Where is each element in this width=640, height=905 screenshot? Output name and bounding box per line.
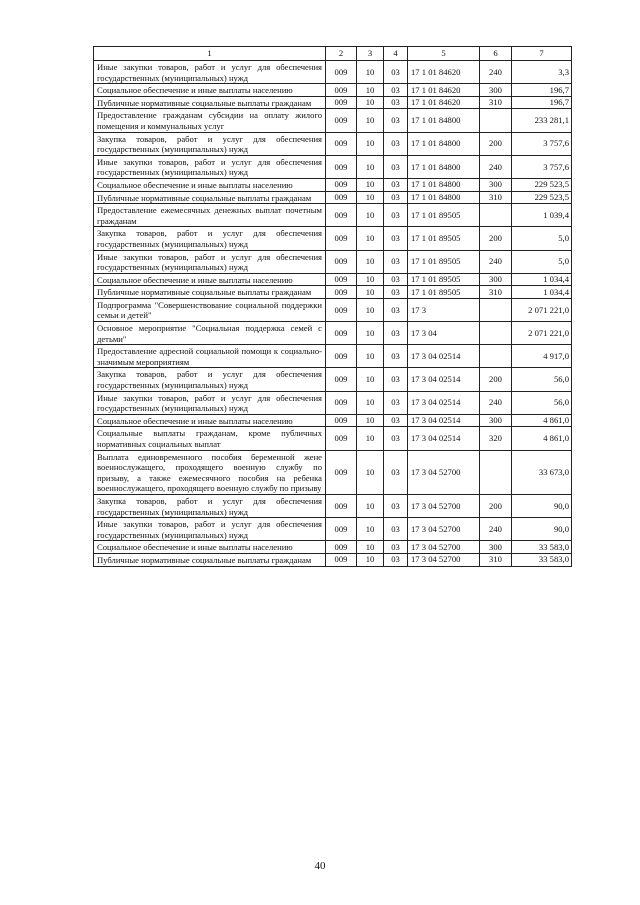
department-code-cell: 009 [326,96,357,109]
target-article-cell: 17 3 04 52700 [408,541,480,554]
subsection-code-cell: 03 [384,494,408,517]
expense-name-cell: Публичные нормативные социальные выплаты гражданам [94,96,326,109]
department-code-cell: 009 [326,368,357,391]
amount-cell: 33 583,0 [512,541,572,554]
subsection-code-cell: 03 [384,414,408,427]
expense-type-cell: 300 [480,414,512,427]
amount-cell: 56,0 [512,391,572,414]
target-article-cell: 17 1 01 84620 [408,84,480,97]
amount-cell: 33 673,0 [512,450,572,494]
subsection-code-cell: 03 [384,553,408,566]
section-code-cell: 10 [357,61,384,84]
subsection-code-cell: 03 [384,518,408,541]
header-row [94,47,572,61]
amount-cell: 196,7 [512,84,572,97]
table-row [94,541,572,554]
amount-cell: 3,3 [512,61,572,84]
department-code-cell: 009 [326,227,357,250]
header-cell: 2 [326,47,357,61]
header-cell: 5 [408,47,480,61]
amount-cell: 196,7 [512,96,572,109]
table-row [94,518,572,541]
section-code-cell: 10 [357,450,384,494]
table-row [94,494,572,517]
expense-type-cell: 310 [480,96,512,109]
section-code-cell: 10 [357,553,384,566]
department-code-cell: 009 [326,204,357,227]
target-article-cell: 17 3 04 52700 [408,450,480,494]
target-article-cell: 17 3 04 02514 [408,427,480,450]
budget-table [93,46,572,567]
expense-type-cell [480,450,512,494]
table-row [94,155,572,178]
target-article-cell: 17 3 04 52700 [408,494,480,517]
table-row [94,553,572,566]
expense-name-cell: Выплата единовременного пособия беременной жене военнослужащего, проходящего военную службу по призыву, а также ежемесячного пособия на ребенка военнослужащего, проходящего военную службу по призыву [94,450,326,494]
subsection-code-cell: 03 [384,84,408,97]
section-code-cell: 10 [357,96,384,109]
section-code-cell: 10 [357,322,384,345]
expense-name-cell: Закупка товаров, работ и услуг для обеспечения государственных (муниципальных) нужд [94,227,326,250]
expense-name-cell: Закупка товаров, работ и услуг для обеспечения государственных (муниципальных) нужд [94,368,326,391]
expense-name-cell: Социальное обеспечение и иные выплаты населению [94,273,326,286]
expense-name-cell: Иные закупки товаров, работ и услуг для обеспечения государственных (муниципальных) нужд [94,518,326,541]
target-article-cell: 17 3 04 [408,322,480,345]
expense-type-cell: 200 [480,132,512,155]
table-row [94,368,572,391]
amount-cell: 1 039,4 [512,204,572,227]
expense-type-cell: 310 [480,553,512,566]
department-code-cell: 009 [326,553,357,566]
section-code-cell: 10 [357,286,384,299]
target-article-cell: 17 1 01 84800 [408,109,480,132]
table-row [94,204,572,227]
amount-cell: 4 917,0 [512,345,572,368]
department-code-cell: 009 [326,494,357,517]
expense-name-cell: Предоставление гражданам субсидии на оплату жилого помещения и коммунальных услуг [94,109,326,132]
header-cell: 7 [512,47,572,61]
department-code-cell: 009 [326,345,357,368]
section-code-cell: 10 [357,518,384,541]
expense-name-cell: Иные закупки товаров, работ и услуг для обеспечения государственных (муниципальных) нужд [94,61,326,84]
expense-name-cell: Закупка товаров, работ и услуг для обеспечения государственных (муниципальных) нужд [94,494,326,517]
subsection-code-cell: 03 [384,96,408,109]
header-cell: 6 [480,47,512,61]
expense-name-cell: Социальные выплаты гражданам, кроме публичных нормативных социальных выплат [94,427,326,450]
expense-name-cell: Предоставление адресной социальной помощи к социально-значимым мероприятиям [94,345,326,368]
expense-name-cell: Социальное обеспечение и иные выплаты населению [94,414,326,427]
subsection-code-cell: 03 [384,273,408,286]
target-article-cell: 17 3 04 02514 [408,368,480,391]
table-row [94,178,572,191]
target-article-cell: 17 1 01 89505 [408,204,480,227]
amount-cell: 229 523,5 [512,178,572,191]
target-article-cell: 17 3 04 02514 [408,345,480,368]
expense-name-cell: Публичные нормативные социальные выплаты гражданам [94,191,326,204]
subsection-code-cell: 03 [384,132,408,155]
subsection-code-cell: 03 [384,541,408,554]
expense-type-cell: 300 [480,84,512,97]
target-article-cell: 17 1 01 84800 [408,132,480,155]
section-code-cell: 10 [357,541,384,554]
amount-cell: 2 071 221,0 [512,322,572,345]
expense-type-cell: 240 [480,518,512,541]
table-row [94,414,572,427]
expense-name-cell: Основное мероприятие "Социальная поддержка семей с детьми" [94,322,326,345]
subsection-code-cell: 03 [384,427,408,450]
department-code-cell: 009 [326,84,357,97]
target-article-cell: 17 1 01 89505 [408,250,480,273]
target-article-cell: 17 1 01 89505 [408,227,480,250]
target-article-cell: 17 3 04 02514 [408,391,480,414]
target-article-cell: 17 1 01 84620 [408,61,480,84]
section-code-cell: 10 [357,204,384,227]
expense-name-cell: Публичные нормативные социальные выплаты гражданам [94,286,326,299]
section-code-cell: 10 [357,155,384,178]
department-code-cell: 009 [326,155,357,178]
department-code-cell: 009 [326,298,357,321]
table-row [94,322,572,345]
expense-type-cell: 200 [480,227,512,250]
amount-cell: 33 583,0 [512,553,572,566]
table-row [94,273,572,286]
target-article-cell: 17 3 04 02514 [408,414,480,427]
subsection-code-cell: 03 [384,191,408,204]
expense-name-cell: Подпрограмма "Совершенствование социальной поддержки семьи и детей" [94,298,326,321]
expense-name-cell: Публичные нормативные социальные выплаты гражданам [94,553,326,566]
section-code-cell: 10 [357,227,384,250]
table-row [94,191,572,204]
target-article-cell: 17 1 01 84620 [408,96,480,109]
subsection-code-cell: 03 [384,61,408,84]
expense-name-cell: Предоставление ежемесячных денежных выплат почетным гражданам [94,204,326,227]
target-article-cell: 17 1 01 84800 [408,178,480,191]
amount-cell: 4 861,0 [512,427,572,450]
subsection-code-cell: 03 [384,322,408,345]
amount-cell: 5,0 [512,250,572,273]
expense-type-cell: 240 [480,391,512,414]
expense-type-cell: 200 [480,368,512,391]
amount-cell: 2 071 221,0 [512,298,572,321]
department-code-cell: 009 [326,61,357,84]
section-code-cell: 10 [357,414,384,427]
department-code-cell: 009 [326,178,357,191]
expense-type-cell [480,322,512,345]
header-cell: 1 [94,47,326,61]
target-article-cell: 17 3 04 52700 [408,553,480,566]
amount-cell: 90,0 [512,494,572,517]
section-code-cell: 10 [357,391,384,414]
expense-type-cell: 320 [480,427,512,450]
table-row [94,132,572,155]
target-article-cell: 17 1 01 89505 [408,273,480,286]
department-code-cell: 009 [326,541,357,554]
department-code-cell: 009 [326,250,357,273]
section-code-cell: 10 [357,427,384,450]
table-row [94,61,572,84]
subsection-code-cell: 03 [384,155,408,178]
subsection-code-cell: 03 [384,286,408,299]
expense-name-cell: Иные закупки товаров, работ и услуг для обеспечения государственных (муниципальных) нужд [94,250,326,273]
subsection-code-cell: 03 [384,368,408,391]
subsection-code-cell: 03 [384,178,408,191]
table-row [94,450,572,494]
department-code-cell: 009 [326,427,357,450]
table-row [94,286,572,299]
expense-name-cell: Социальное обеспечение и иные выплаты населению [94,84,326,97]
target-article-cell: 17 3 [408,298,480,321]
table-row [94,298,572,321]
amount-cell: 3 757,6 [512,155,572,178]
section-code-cell: 10 [357,273,384,286]
header-cell: 3 [357,47,384,61]
expense-type-cell: 310 [480,286,512,299]
department-code-cell: 009 [326,391,357,414]
expense-type-cell: 310 [480,191,512,204]
amount-cell: 3 757,6 [512,132,572,155]
section-code-cell: 10 [357,368,384,391]
department-code-cell: 009 [326,518,357,541]
amount-cell: 56,0 [512,368,572,391]
expense-type-cell [480,298,512,321]
department-code-cell: 009 [326,450,357,494]
target-article-cell: 17 1 01 89505 [408,286,480,299]
section-code-cell: 10 [357,132,384,155]
department-code-cell: 009 [326,322,357,345]
amount-cell: 5,0 [512,227,572,250]
expense-type-cell: 240 [480,61,512,84]
expense-type-cell: 300 [480,541,512,554]
table-row [94,227,572,250]
department-code-cell: 009 [326,414,357,427]
table-row [94,96,572,109]
section-code-cell: 10 [357,109,384,132]
expense-name-cell: Закупка товаров, работ и услуг для обеспечения государственных (муниципальных) нужд [94,132,326,155]
target-article-cell: 17 3 04 52700 [408,518,480,541]
target-article-cell: 17 1 01 84800 [408,155,480,178]
subsection-code-cell: 03 [384,345,408,368]
section-code-cell: 10 [357,298,384,321]
expense-type-cell: 240 [480,250,512,273]
department-code-cell: 009 [326,286,357,299]
header-cell: 4 [384,47,408,61]
expense-type-cell: 240 [480,155,512,178]
subsection-code-cell: 03 [384,227,408,250]
table-row [94,84,572,97]
section-code-cell: 10 [357,250,384,273]
expense-type-cell [480,109,512,132]
subsection-code-cell: 03 [384,109,408,132]
amount-cell: 1 034,4 [512,286,572,299]
amount-cell: 1 034,4 [512,273,572,286]
department-code-cell: 009 [326,109,357,132]
department-code-cell: 009 [326,191,357,204]
expense-type-cell [480,204,512,227]
amount-cell: 233 281,1 [512,109,572,132]
department-code-cell: 009 [326,273,357,286]
expense-type-cell [480,345,512,368]
expense-name-cell: Социальное обеспечение и иные выплаты населению [94,178,326,191]
amount-cell: 4 861,0 [512,414,572,427]
expense-name-cell: Социальное обеспечение и иные выплаты населению [94,541,326,554]
department-code-cell: 009 [326,132,357,155]
expense-name-cell: Иные закупки товаров, работ и услуг для обеспечения государственных (муниципальных) нужд [94,155,326,178]
table-row [94,345,572,368]
page-number: 40 [314,860,326,872]
table-row [94,250,572,273]
section-code-cell: 10 [357,494,384,517]
expense-type-cell: 300 [480,178,512,191]
expense-type-cell: 200 [480,494,512,517]
section-code-cell: 10 [357,84,384,97]
subsection-code-cell: 03 [384,450,408,494]
table-row [94,391,572,414]
table-row [94,427,572,450]
section-code-cell: 10 [357,191,384,204]
amount-cell: 229 523,5 [512,191,572,204]
expense-name-cell: Иные закупки товаров, работ и услуг для обеспечения государственных (муниципальных) нужд [94,391,326,414]
table-row [94,109,572,132]
subsection-code-cell: 03 [384,250,408,273]
expense-type-cell: 300 [480,273,512,286]
target-article-cell: 17 1 01 84800 [408,191,480,204]
amount-cell: 90,0 [512,518,572,541]
section-code-cell: 10 [357,345,384,368]
subsection-code-cell: 03 [384,298,408,321]
subsection-code-cell: 03 [384,204,408,227]
subsection-code-cell: 03 [384,391,408,414]
section-code-cell: 10 [357,178,384,191]
